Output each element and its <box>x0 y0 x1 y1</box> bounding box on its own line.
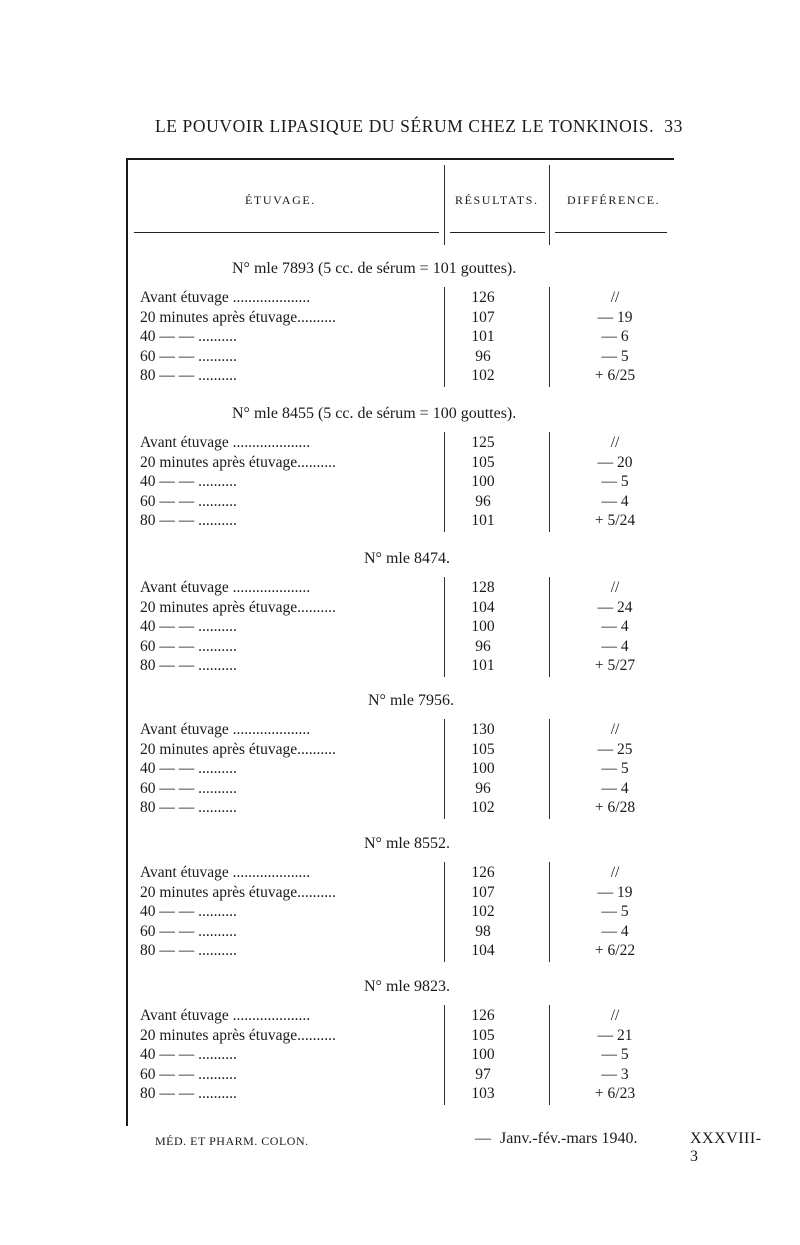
journal-name: MÉD. ET PHARM. COLON. <box>155 1134 309 1148</box>
footer-dash: — <box>475 1130 491 1147</box>
cell-label: 80 — — .......... <box>140 1085 237 1102</box>
cell-result: 102 <box>471 903 495 920</box>
cell-difference: — 5 <box>601 347 629 365</box>
table-row <box>0 657 800 679</box>
cell-result: 100 <box>471 618 495 635</box>
cell-difference: — 20 <box>597 453 633 471</box>
header-rule <box>134 232 439 233</box>
table-row <box>0 512 800 534</box>
cell-label: 60 — — .......... <box>140 347 237 365</box>
cell-difference: + 6/23 <box>594 1085 636 1102</box>
cell-difference: // <box>610 434 620 451</box>
cell-difference: — 4 <box>601 922 629 940</box>
section-title: N° mle 8474. <box>364 550 450 567</box>
cell-label: 20 minutes après étuvage.......... <box>140 740 336 758</box>
cell-difference: — 5 <box>601 473 629 490</box>
cell-difference: — 5 <box>601 1046 629 1063</box>
cell-difference: + 6/28 <box>594 799 636 816</box>
cell-difference: // <box>610 579 620 596</box>
cell-label: 80 — — .......... <box>140 512 237 529</box>
cell-result: 102 <box>471 367 495 384</box>
cell-label: 20 minutes après étuvage.......... <box>140 598 336 616</box>
cell-label: 80 — — .......... <box>140 367 237 384</box>
cell-result: 105 <box>471 453 495 471</box>
cell-difference: + 5/24 <box>594 512 636 529</box>
column-header-resultats: RÉSULTATS. <box>455 193 539 207</box>
cell-difference: // <box>610 289 620 306</box>
page-title: LE POUVOIR LIPASIQUE DU SÉRUM CHEZ LE TONKINOIS. <box>155 116 655 136</box>
cell-difference: — 21 <box>597 1026 633 1044</box>
cell-difference: — 3 <box>601 1065 629 1083</box>
cell-difference: // <box>610 864 620 881</box>
cell-label: 60 — — .......... <box>140 492 237 510</box>
cell-label: 40 — — .......... <box>140 1046 237 1063</box>
cell-result: 101 <box>471 657 495 674</box>
cell-difference: + 6/25 <box>594 367 636 384</box>
cell-result: 105 <box>471 740 495 758</box>
section-title: N° mle 8552. <box>364 835 450 852</box>
cell-label: Avant étuvage .................... <box>140 1007 311 1024</box>
cell-result: 125 <box>471 434 495 451</box>
volume-number: XXXVIII-3 <box>690 1130 762 1165</box>
cell-result: 96 <box>475 779 491 797</box>
cell-difference: — 6 <box>601 328 629 345</box>
cell-difference: — 5 <box>601 760 629 777</box>
table-row <box>0 1085 800 1107</box>
cell-result: 126 <box>471 289 495 306</box>
cell-result: 96 <box>475 492 491 510</box>
cell-difference: // <box>610 721 620 738</box>
cell-difference: — 24 <box>597 598 633 616</box>
cell-difference: — 19 <box>597 308 633 326</box>
cell-label: 20 minutes après étuvage.......... <box>140 308 336 326</box>
cell-result: 101 <box>471 512 495 529</box>
cell-result: 102 <box>471 799 495 816</box>
section-title: N° mle 7956. <box>368 692 454 709</box>
cell-result: 130 <box>471 721 495 738</box>
section-title: N° mle 7893 (5 cc. de sérum = 101 gouttes). <box>232 260 517 277</box>
table-row <box>0 367 800 389</box>
cell-result: 128 <box>471 579 495 596</box>
cell-result: 103 <box>471 1085 495 1102</box>
table-row <box>0 942 800 964</box>
column-header-difference: DIFFÉRENCE. <box>567 193 661 207</box>
cell-result: 126 <box>471 1007 495 1024</box>
column-divider <box>444 165 445 245</box>
column-divider <box>549 165 550 245</box>
cell-label: 80 — — .......... <box>140 799 237 816</box>
cell-label: 20 minutes après étuvage.......... <box>140 883 336 901</box>
table-row <box>0 799 800 821</box>
cell-result: 107 <box>471 308 495 326</box>
cell-difference: — 4 <box>601 618 629 635</box>
cell-label: Avant étuvage .................... <box>140 289 311 306</box>
cell-label: 40 — — .......... <box>140 760 237 777</box>
cell-label: 60 — — .......... <box>140 637 237 655</box>
column-header-etuvage: ÉTUVAGE. <box>245 193 316 207</box>
cell-label: 40 — — .......... <box>140 473 237 490</box>
cell-label: 60 — — .......... <box>140 779 237 797</box>
issue-date: Janv.-fév.-mars 1940. <box>500 1130 638 1147</box>
cell-label: 60 — — .......... <box>140 1065 237 1083</box>
cell-result: 104 <box>471 942 495 959</box>
cell-label: Avant étuvage .................... <box>140 721 311 738</box>
cell-difference: // <box>610 1007 620 1024</box>
cell-label: 80 — — .......... <box>140 657 237 674</box>
cell-difference: — 4 <box>601 492 629 510</box>
section-title: N° mle 9823. <box>364 978 450 995</box>
cell-difference: + 6/22 <box>594 942 636 959</box>
section-title: N° mle 8455 (5 cc. de sérum = 100 gouttes). <box>232 405 517 422</box>
cell-result: 100 <box>471 760 495 777</box>
cell-label: 60 — — .......... <box>140 922 237 940</box>
cell-result: 104 <box>471 598 495 616</box>
page-number: 33 <box>664 116 683 136</box>
cell-label: Avant étuvage .................... <box>140 864 311 881</box>
cell-label: 20 minutes après étuvage.......... <box>140 453 336 471</box>
header-rule <box>555 232 667 233</box>
cell-difference: — 5 <box>601 903 629 920</box>
cell-difference: — 4 <box>601 637 629 655</box>
header-rule <box>450 232 545 233</box>
cell-label: Avant étuvage .................... <box>140 434 311 451</box>
cell-label: 20 minutes après étuvage.......... <box>140 1026 336 1044</box>
cell-label: 40 — — .......... <box>140 903 237 920</box>
cell-result: 105 <box>471 1026 495 1044</box>
cell-difference: — 4 <box>601 779 629 797</box>
cell-result: 126 <box>471 864 495 881</box>
cell-result: 100 <box>471 1046 495 1063</box>
cell-result: 101 <box>471 328 495 345</box>
cell-result: 100 <box>471 473 495 490</box>
cell-difference: + 5/27 <box>594 657 636 674</box>
cell-label: 40 — — .......... <box>140 618 237 635</box>
cell-result: 97 <box>475 1065 491 1083</box>
cell-difference: — 19 <box>597 883 633 901</box>
cell-difference: — 25 <box>597 740 633 758</box>
cell-result: 98 <box>475 922 491 940</box>
cell-result: 96 <box>475 637 491 655</box>
cell-label: 80 — — .......... <box>140 942 237 959</box>
cell-label: Avant étuvage .................... <box>140 579 311 596</box>
cell-result: 107 <box>471 883 495 901</box>
cell-label: 40 — — .......... <box>140 328 237 345</box>
cell-result: 96 <box>475 347 491 365</box>
